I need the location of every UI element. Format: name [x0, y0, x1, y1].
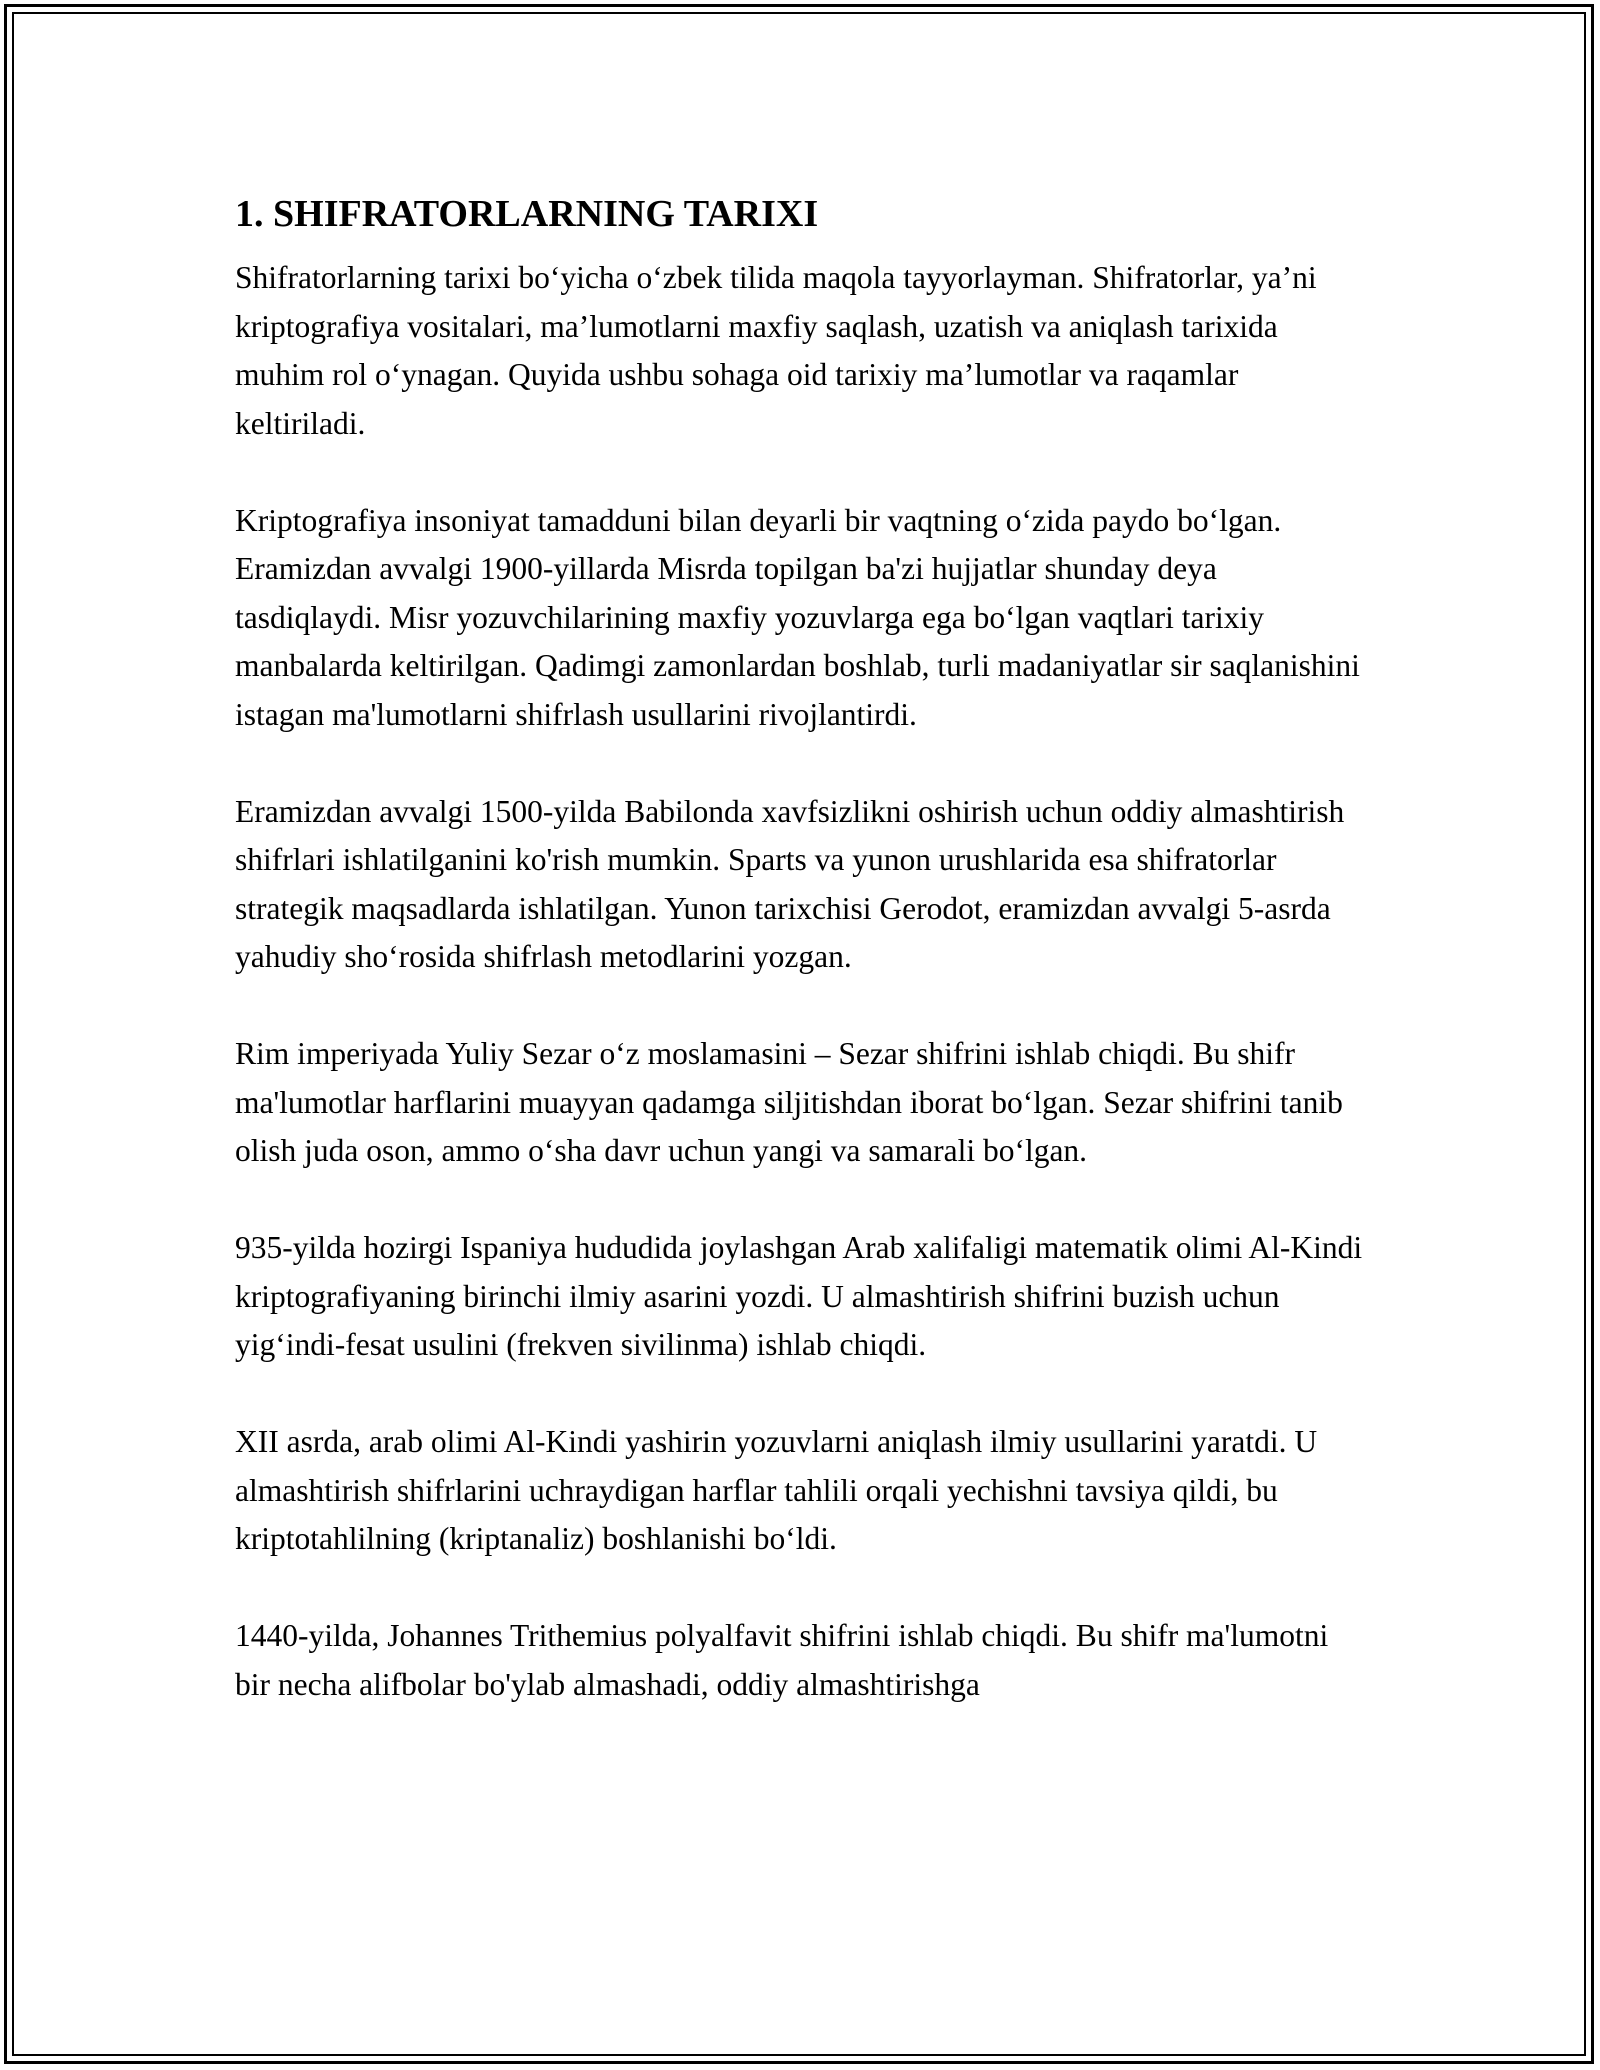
- paragraph-egypt: Kriptografiya insoniyat tamadduni bilan deyarli bir vaqtning o‘zida paydo bo‘lgan. Eramizdan avvalgi 1900-yillarda Misrda topilgan ba'zi hujjatlar shunday deya tasdiqlaydi. Misr yozuvchilarining maxfiy yozuvlarga ega bo‘lgan vaqtlari tarixiy manbalarda keltirilgan. Qadimgi zamonlardan boshlab, turli madaniyatlar sir saqlanishini istagan ma'lumotlarni shifrlash usullarini rivojlantirdi.: [235, 502, 1360, 732]
- paragraph-trithemius: 1440-yilda, Johannes Trithemius polyalfavit shifrini ishlab chiqdi. Bu shifr ma'lumotni bir necha alifbolar bo'ylab almashadi, oddiy almashtirishga: [235, 1618, 1329, 1702]
- paragraph-al-kindi-935: 935-yilda hozirgi Ispaniya hududida joylashgan Arab xalifaligi matematik olimi Al-Kindi kriptografiyaning birinchi ilmiy asarini yozdi. U almashtirish shifrini buzish uchun yig‘indi-fesat usulini (frekven sivilinma) ishlab chiqdi.: [235, 1230, 1363, 1362]
- paragraph-al-kindi-xii: XII asrda, arab olimi Al-Kindi yashirin yozuvlarni aniqlash ilmiy usullarini yaratdi. U almashtirish shifrlarini uchraydigan harflar tahlili orqali yechishni tavsiya qildi, bu kriptotahlilning (kriptanaliz) boshlanishi bo‘ldi.: [235, 1424, 1318, 1556]
- paragraph-babylon: Eramizdan avvalgi 1500-yilda Babilonda xavfsizlikni oshirish uchun oddiy almashtirish shifrlari ishlatilganini ko'rish mumkin. Sparts va yunon urushlarida esa shifratorlar strategik maqsadlarda ishlatilgan. Yunon tarixchisi Gerodot, eramizdan avvalgi 5-asrda yahudiy sho‘rosida shifrlash metodlarini yozgan.: [235, 793, 1345, 974]
- paragraph-caesar: Rim imperiyada Yuliy Sezar o‘z moslamasini – Sezar shifrini ishlab chiqdi. Bu shifr ma'lumotlar harflarini muayyan qadamga siljitishdan iborat bo‘lgan. Sezar shifrini tanib olish juda oson, ammo o‘sha davr uchun yangi va samarali bo‘lgan.: [235, 1036, 1343, 1168]
- paragraph-intro: Shifratorlarning tarixi bo‘yicha o‘zbek tilida maqola tayyorlayman. Shifratorlar, ya’ni kriptografiya vositalari, ma’lumotlarni maxfiy saqlash, uzatish va aniqlash tarixida muhim rol o‘ynagan. Quyida ushbu sohaga oid tarixiy ma’lumotlar va raqamlar keltiriladi.: [235, 260, 1317, 441]
- document-body: [235, 188, 1370, 1758]
- document-title: 1. SHIFRATORLARNING TARIXI: [235, 193, 819, 235]
